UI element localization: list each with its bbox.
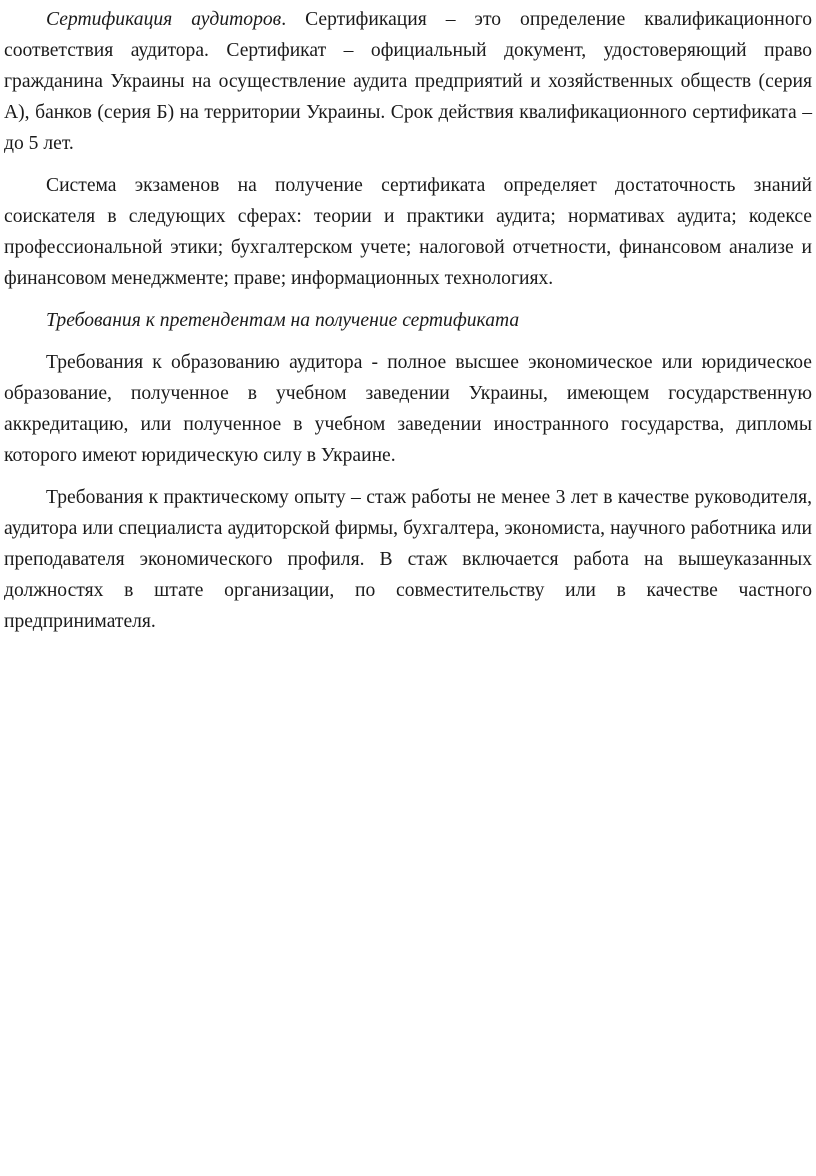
certification-lead-term: Сертификация аудиторов: [46, 9, 282, 30]
paragraph-exam-system: Система экзаменов на получение сертификата определяет достаточность знаний соискателя в следующих сферах: теории и практики аудита; нормативах аудита; кодексе профессиональной этики; бухгалтерском учете; налоговой отчетности, финансовом анализе и финансовом менеджменте; праве; информационных технологиях.: [4, 175, 812, 289]
paragraph-education-requirements: Требования к образованию аудитора - полное высшее экономическое или юридическое образование, полученное в учебном заведении Украины, имеющем государственную аккредитацию, или полученное в учебном заведении иностранного государства, дипломы которого имеют юридическую силу в Украине.: [4, 352, 812, 466]
paragraph-experience-requirements: Требования к практическому опыту – стаж работы не менее 3 лет в качестве руководителя, аудитора или специалиста аудиторской фирмы, бухгалтера, экономиста, научного работника или преподавателя экономического профиля. В стаж включается работа на вышеуказанных должностях в штате организации, по совместительству или в качестве частного предпринимателя.: [4, 487, 812, 632]
document-body: [4, 4, 812, 648]
paragraph-certification: [4, 4, 812, 159]
certification-definition-text: . Сертификация – это определение квалификационного соответствия аудитора. Сертификат – официальный документ, удостоверяющий право гражданина Украины на осуществление аудита предприятий и хозяйственных обществ (серия А), банков (серия Б) на территории Украины. Срок действия квалификационного сертификата – до 5 лет.: [4, 9, 812, 154]
section-subheading: Требования к претендентам на получение сертификата: [46, 310, 520, 331]
